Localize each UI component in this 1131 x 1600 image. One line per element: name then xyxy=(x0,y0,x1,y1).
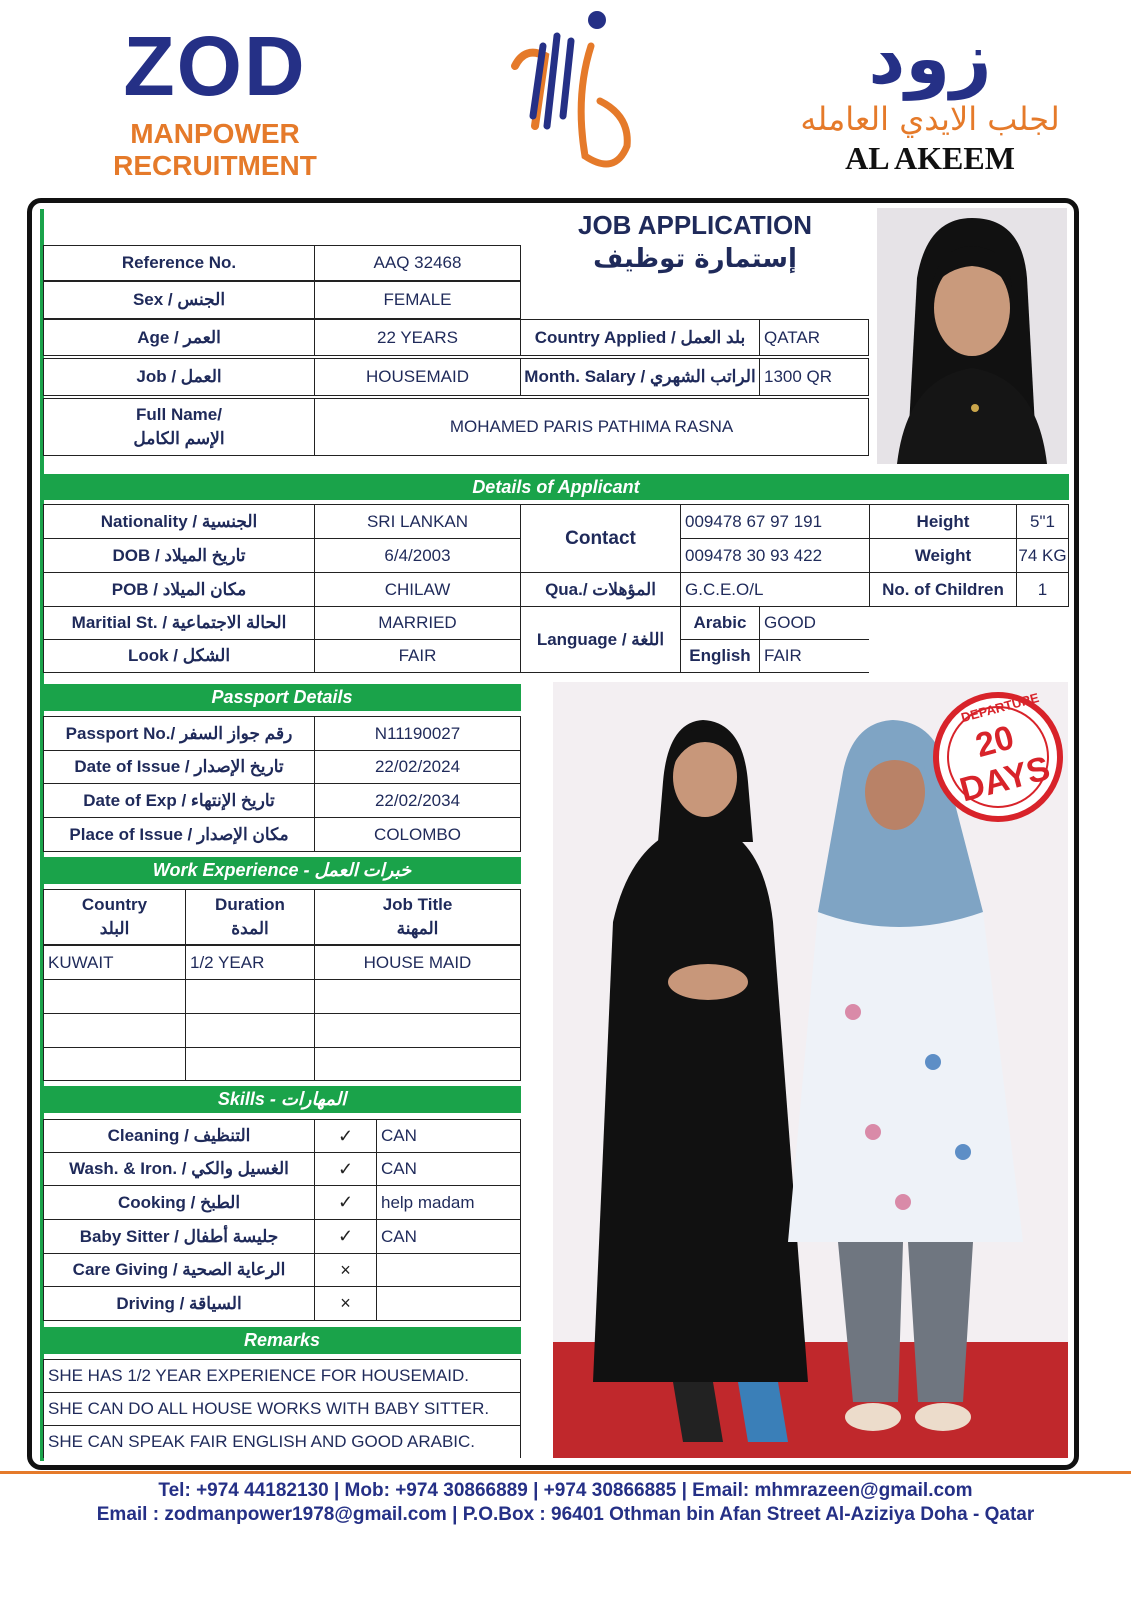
english-value: FAIR xyxy=(759,639,870,673)
work-col-duration xyxy=(185,889,315,945)
salary-value: 1300 QR xyxy=(759,358,869,396)
work-row-job: HOUSE MAID xyxy=(314,945,521,980)
nationality-label: Nationality / الجنسية xyxy=(43,504,315,539)
age-value: 22 YEARS xyxy=(314,319,521,356)
work-col-duration-ar: المدة xyxy=(231,919,269,938)
english-label: English xyxy=(680,639,760,673)
brand-ar-english: AL AKEEM xyxy=(845,140,1015,176)
work-row-empty xyxy=(314,979,521,1014)
skill-check-icon: ✓ xyxy=(314,1185,377,1220)
skill-note: help madam xyxy=(376,1185,521,1220)
reference-value: AAQ 32468 xyxy=(314,245,521,281)
height-value: 5"1 xyxy=(1016,504,1069,539)
work-band: Work Experience - خبرات العمل xyxy=(43,857,521,884)
salary-label: Month. Salary / الراتب الشهري xyxy=(520,358,760,396)
footer-divider xyxy=(0,1471,1131,1474)
work-col-country xyxy=(43,889,186,945)
sex-label: Sex / الجنس xyxy=(43,281,315,319)
work-col-job xyxy=(314,889,521,945)
work-row-country: KUWAIT xyxy=(43,945,186,980)
skill-check-icon: ✓ xyxy=(314,1119,377,1153)
skill-label: Cleaning / التنظيف xyxy=(43,1119,315,1153)
remark-line: SHE CAN DO ALL HOUSE WORKS WITH BABY SITTER. xyxy=(43,1392,521,1426)
pob-value: CHILAW xyxy=(314,572,521,607)
work-col-duration-en: Duration xyxy=(215,895,285,914)
work-row-duration: 1/2 YEAR xyxy=(185,945,315,980)
pob-label: POB / مكان الميلاد xyxy=(43,572,315,607)
stamp-main-text: 20 DAYS xyxy=(955,718,1054,810)
language-label: Language / اللغة xyxy=(520,606,681,673)
skill-check-icon: ✓ xyxy=(314,1219,377,1254)
arabic-label: Arabic xyxy=(680,606,760,640)
children-value: 1 xyxy=(1016,572,1069,607)
skill-label: Cooking / الطبخ xyxy=(43,1185,315,1220)
details-empty-cell xyxy=(869,606,1069,673)
footer-line-2: Email : zodmanpower1978@gmail.com | P.O.Box : 96401 Othman bin Afan Street Al-Aziziya Doha - Qatar xyxy=(96,1504,1035,1525)
height-label: Height xyxy=(869,504,1017,539)
work-row-empty xyxy=(185,979,315,1014)
qualification-label: Qua./ المؤهلات xyxy=(520,572,681,607)
remark-line: SHE CAN SPEAK FAIR ENGLISH AND GOOD ARABIC. xyxy=(43,1425,521,1458)
weight-label: Weight xyxy=(869,538,1017,573)
dob-value: 6/4/2003 xyxy=(314,538,521,573)
marital-value: MARRIED xyxy=(314,606,521,640)
look-label: Look / الشكل xyxy=(43,639,315,673)
contact-2: 009478 30 93 422 xyxy=(680,538,870,573)
brand-ar-subtitle: لجلب الايدي العامله xyxy=(800,100,1060,138)
skill-label: Baby Sitter / جليسة أطفال xyxy=(43,1219,315,1254)
stamp-top-text: DEPARTURE xyxy=(959,689,1041,726)
work-row-empty xyxy=(43,1047,186,1081)
fullname-value: MOHAMED PARIS PATHIMA RASNA xyxy=(314,398,869,456)
brand-ar xyxy=(760,18,1100,177)
contact-1: 009478 67 97 191 xyxy=(680,504,870,539)
passport-no-label: Passport No./ رقم جواز السفر xyxy=(43,716,315,751)
company-logo-icon xyxy=(505,6,635,186)
work-row-empty xyxy=(43,979,186,1014)
work-row-empty xyxy=(314,1013,521,1048)
age-label: Age / العمر xyxy=(43,319,315,356)
passport-band: Passport Details xyxy=(43,684,521,711)
skill-check-icon: ✓ xyxy=(314,1152,377,1186)
page-header xyxy=(0,0,1131,200)
work-col-country-en: Country xyxy=(81,895,148,914)
remarks-band: Remarks xyxy=(43,1327,521,1354)
sex-value: FEMALE xyxy=(314,281,521,319)
brand-en-subtitle: MANPOWER RECRUITMENT xyxy=(113,118,317,181)
skill-label: Wash. & Iron. / الغسيل والكي xyxy=(43,1152,315,1186)
look-value: FAIR xyxy=(314,639,521,673)
form-title-ar: إستمارة توظيف xyxy=(593,244,797,274)
skills-band: Skills - المهارات xyxy=(43,1086,521,1113)
exp-date-label: Date of Exp / تاريخ الإنتهاء xyxy=(43,783,315,818)
fullname-label-ar: الإسم الكامل xyxy=(133,429,225,448)
qualification-value: G.C.E.O/L xyxy=(680,572,870,607)
brand-en-title: ZOD xyxy=(123,19,307,113)
contact-label: Contact xyxy=(520,504,681,573)
work-row-empty xyxy=(314,1047,521,1081)
issue-place-label: Place of Issue / مكان الإصدار xyxy=(43,817,315,852)
skill-cross-icon: × xyxy=(314,1286,377,1321)
remark-line: SHE HAS 1/2 YEAR EXPERIENCE FOR HOUSEMAID. xyxy=(43,1359,521,1393)
skill-note xyxy=(376,1286,521,1321)
skill-label: Care Giving / الرعاية الصحية xyxy=(43,1253,315,1287)
dob-label: DOB / تاريخ الميلاد xyxy=(43,538,315,573)
applicant-portrait xyxy=(877,208,1067,464)
children-label: No. of Children xyxy=(869,572,1017,607)
country-applied-value: QATAR xyxy=(759,319,869,356)
arabic-value: GOOD xyxy=(759,606,870,640)
weight-value: 74 KG xyxy=(1016,538,1069,573)
exp-date-value: 22/02/2034 xyxy=(314,783,521,818)
skill-note: CAN xyxy=(376,1119,521,1153)
details-band: Details of Applicant xyxy=(43,474,1069,500)
skill-note: CAN xyxy=(376,1152,521,1186)
brand-en xyxy=(30,20,400,182)
skill-cross-icon: × xyxy=(314,1253,377,1287)
work-col-job-ar: المهنة xyxy=(396,919,439,938)
passport-no-value: N11190027 xyxy=(314,716,521,751)
marital-label: Maritial St. / الحالة الاجتماعية xyxy=(43,606,315,640)
work-col-job-en: Job Title xyxy=(382,895,453,914)
footer-line-1: Tel: +974 44182130 | Mob: +974 30866889 | +974 30866885 | Email: mhmrazeen@gmail.com xyxy=(158,1480,973,1501)
work-row-empty xyxy=(43,1013,186,1048)
issue-place-value: COLOMBO xyxy=(314,817,521,852)
skill-note xyxy=(376,1253,521,1287)
issue-date-value: 22/02/2024 xyxy=(314,750,521,784)
nationality-value: SRI LANKAN xyxy=(314,504,521,539)
reference-label: Reference No. xyxy=(43,245,315,281)
issue-date-label: Date of Issue / تاريخ الإصدار xyxy=(43,750,315,784)
form-title-en: JOB APPLICATION xyxy=(577,210,812,240)
fullname-label xyxy=(43,398,315,456)
work-row-empty xyxy=(185,1013,315,1048)
job-value: HOUSEMAID xyxy=(314,358,521,396)
job-label: Job / العمل xyxy=(43,358,315,396)
fullname-label-en: Full Name/ xyxy=(136,405,222,424)
work-col-country-ar: البلد xyxy=(99,919,130,938)
work-row-empty xyxy=(185,1047,315,1081)
skill-label: Driving / السياقة xyxy=(43,1286,315,1321)
brand-ar-title: زود xyxy=(868,16,992,100)
country-applied-label: Country Applied / بلد العمل xyxy=(520,319,760,356)
skill-note: CAN xyxy=(376,1219,521,1254)
